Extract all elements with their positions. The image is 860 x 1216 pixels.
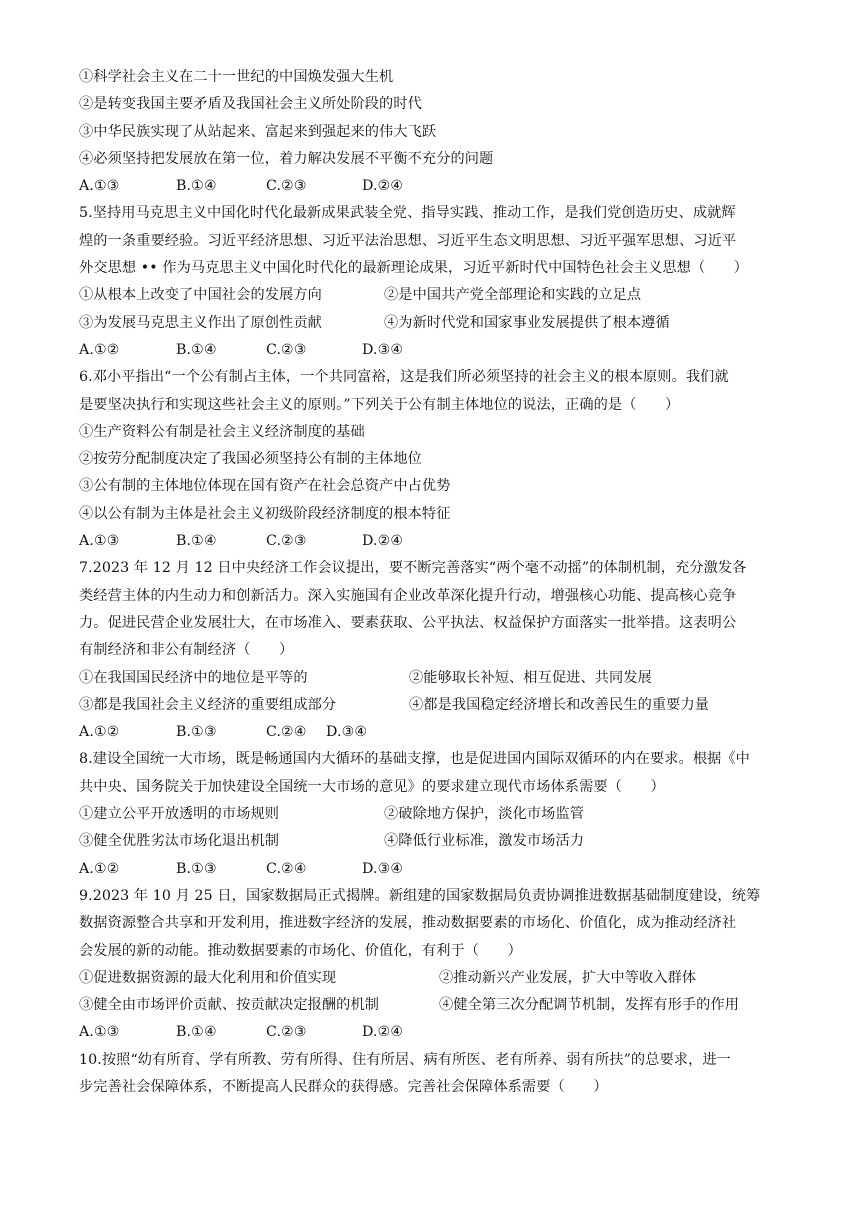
- exam-page: [79, 64, 791, 1101]
- q5-stem-line-2: 煌的一条重要经验。习近平经济思想、习近平法治思想、习近平生态文明思想、习近平强军思想、习近平: [79, 232, 737, 249]
- q6-option-a: A.①③: [79, 533, 120, 550]
- q8-stem-line-2: 共中央、国务院关于加快建设全国统一大市场的意见》的要求建立现代市场体系需要（ ）: [79, 778, 665, 795]
- q9-option-a: A.①③: [79, 1024, 120, 1041]
- q6-option-d: D.②④: [362, 533, 404, 550]
- q7-stem-line-1: 7.2023 年 12 月 12 日中央经济工作会议提出，要不断完善落实“两个毫不动摇”的体制机制，充分激发各: [79, 560, 747, 577]
- q6-statement-1: ①生产资料公有制是社会主义经济制度的基础: [79, 423, 365, 440]
- q8-option-b: B.①③: [176, 860, 217, 877]
- q6-statement-2: ②按劳分配制度决定了我国必须坚持公有制的主体地位: [79, 451, 422, 468]
- q4-statement-3: ③中华民族实现了从站起来、富起来到强起来的伟大飞跃: [79, 123, 437, 140]
- q9-statements-row-1: [79, 965, 791, 992]
- q6-option-c: C.②③: [266, 533, 307, 550]
- q9-option-b: B.①④: [176, 1024, 217, 1041]
- q7-statement-2: ②能够取长补短、相互促进、共同发展: [409, 669, 652, 686]
- q8-statement-3: ③健全优胜劣汰市场化退出机制: [79, 833, 280, 850]
- q5-statements-row-1: [79, 282, 791, 309]
- q5-stem-line-3: 外交思想 •• 作为马克思主义中国化时代化的最新理论成果，习近平新时代中国特色社会主义思想（ ）: [79, 260, 749, 277]
- q7-statements-row-2: [79, 692, 791, 719]
- q6-stem-line-2: 是要坚决执行和实现这些社会主义的原则。”下列关于公有制主体地位的说法，正确的是（ ）: [79, 396, 680, 413]
- q6-statement-4: ④以公有制为主体是社会主义初级阶段经济制度的根本特征: [79, 505, 451, 522]
- q5-stem-line-1: 5.坚持用马克思主义中国化时代化最新成果武装全党、指导实践、推动工作，是我们党创造历史、成就辉: [79, 205, 736, 222]
- q9-statements-row-2: [79, 992, 791, 1019]
- q4-option-b: B.①④: [176, 178, 217, 195]
- q5-statement-4: ④为新时代党和国家事业发展提供了根本遵循: [384, 314, 670, 331]
- q7-statement-3: ③都是我国社会主义经济的重要组成部分: [79, 696, 337, 713]
- q9-options: [79, 1019, 791, 1046]
- q9-stem-line-2: 数据资源整合共享和开发利用，推进数字经济的发展，推动数据要素的市场化、价值化，成为推动经济社: [79, 915, 737, 932]
- q5-statement-3: ③为发展马克思主义作出了原创性贡献: [79, 314, 322, 331]
- q7-options: [79, 719, 791, 746]
- q5-statement-2: ②是中国共产党全部理论和实践的立足点: [384, 287, 642, 304]
- q5-option-c: C.②③: [266, 341, 307, 358]
- q7-option-c: C.②④: [266, 724, 307, 741]
- q7-statement-1: ①在我国国民经济中的地位是平等的: [79, 669, 308, 686]
- q4-statement-1: ①科学社会主义在二十一世纪的中国焕发强大生机: [79, 69, 394, 85]
- q9-stem-line-3: 会发展的新的动能。推动数据要素的市场化、价值化，有利于（ ）: [79, 942, 522, 959]
- q5-options: [79, 337, 791, 364]
- q6-option-b: B.①④: [176, 533, 217, 550]
- q6-stem-line-1: 6.邓小平指出“一个公有制占主体，一个共同富裕，这是我们所必须坚持的社会主义的根本原则。我们就: [79, 369, 729, 386]
- q9-option-c: C.②③: [266, 1024, 307, 1041]
- q7-stem-line-3: 力。促进民营企业发展壮大，在市场准入、要素获取、公平执法、权益保护方面落实一批举措。这表明公: [79, 614, 737, 631]
- q8-statements-row-1: [79, 801, 791, 828]
- q5-option-b: B.①④: [176, 341, 217, 358]
- q4-statement-4: ④必须坚持把发展放在第一位，着力解决发展不平衡不充分的问题: [79, 150, 494, 167]
- q9-option-d: D.②④: [362, 1024, 404, 1041]
- q7-option-d: D.③④: [326, 724, 368, 741]
- q5-statement-1: ①从根本上改变了中国社会的发展方向: [79, 287, 322, 304]
- q8-statement-4: ④降低行业标准，激发市场活力: [384, 833, 585, 850]
- q7-statement-4: ④都是我国稳定经济增长和改善民生的重要力量: [409, 696, 710, 713]
- q6-options: [79, 528, 791, 555]
- q7-option-b: B.①③: [176, 724, 217, 741]
- q5-option-a: A.①②: [79, 341, 120, 358]
- q4-option-d: D.②④: [362, 178, 404, 195]
- q9-statement-3: ③健全由市场评价贡献、按贡献决定报酬的机制: [79, 997, 380, 1014]
- q8-option-c: C.②④: [266, 860, 307, 877]
- q9-statement-4: ④健全第三次分配调节机制，发挥有形手的作用: [439, 997, 740, 1014]
- q7-option-a: A.①②: [79, 724, 120, 741]
- q8-statement-1: ①建立公平开放透明的市场规则: [79, 806, 280, 823]
- q8-option-a: A.①②: [79, 860, 120, 877]
- q8-statement-2: ②破除地方保护，淡化市场监管: [384, 806, 585, 823]
- q9-stem-line-1: 9.2023 年 10 月 25 日，国家数据局正式揭牌。新组建的国家数据局负责协调推进数据基础制度建设，统筹: [79, 887, 761, 904]
- q5-statements-row-2: [79, 310, 791, 337]
- q8-stem-line-1: 8.建设全国统一大市场，既是畅通国内大循环的基础支撑，也是促进国内国际双循环的内在要求。根据《中: [79, 751, 750, 768]
- q9-statement-1: ①促进数据资源的最大化利用和价值实现: [79, 969, 337, 986]
- q9-statement-2: ②推动新兴产业发展，扩大中等收入群体: [439, 969, 697, 986]
- q8-statements-row-2: [79, 828, 791, 855]
- q4-option-a: A.①③: [79, 178, 120, 195]
- q4-statement-2: ②是转变我国主要矛盾及我国社会主义所处阶段的时代: [79, 96, 422, 113]
- q8-options: [79, 856, 791, 883]
- q10-stem-line-2: 步完善社会保障体系，不断提高人民群众的获得感。完善社会保障体系需要（ ）: [79, 1078, 608, 1095]
- q7-stem-line-2: 类经营主体的内生动力和创新活力。深入实施国有企业改革深化提升行动，增强核心功能、提高核心竞争: [79, 587, 737, 604]
- q7-statements-row-1: [79, 665, 791, 692]
- q7-stem-line-4: 有制经济和非公有制经济（ ）: [79, 642, 294, 659]
- q10-stem-line-1: 10.按照“幼有所育、学有所教、劳有所得、住有所居、病有所医、老有所养、弱有所扶”的总要求，进一: [79, 1051, 731, 1068]
- q4-options: [79, 173, 791, 200]
- q8-option-d: D.③④: [362, 860, 404, 877]
- q4-option-c: C.②③: [266, 178, 307, 195]
- q6-statement-3: ③公有制的主体地位体现在国有资产在社会总资产中占优势: [79, 478, 451, 495]
- q5-option-d: D.③④: [362, 341, 404, 358]
